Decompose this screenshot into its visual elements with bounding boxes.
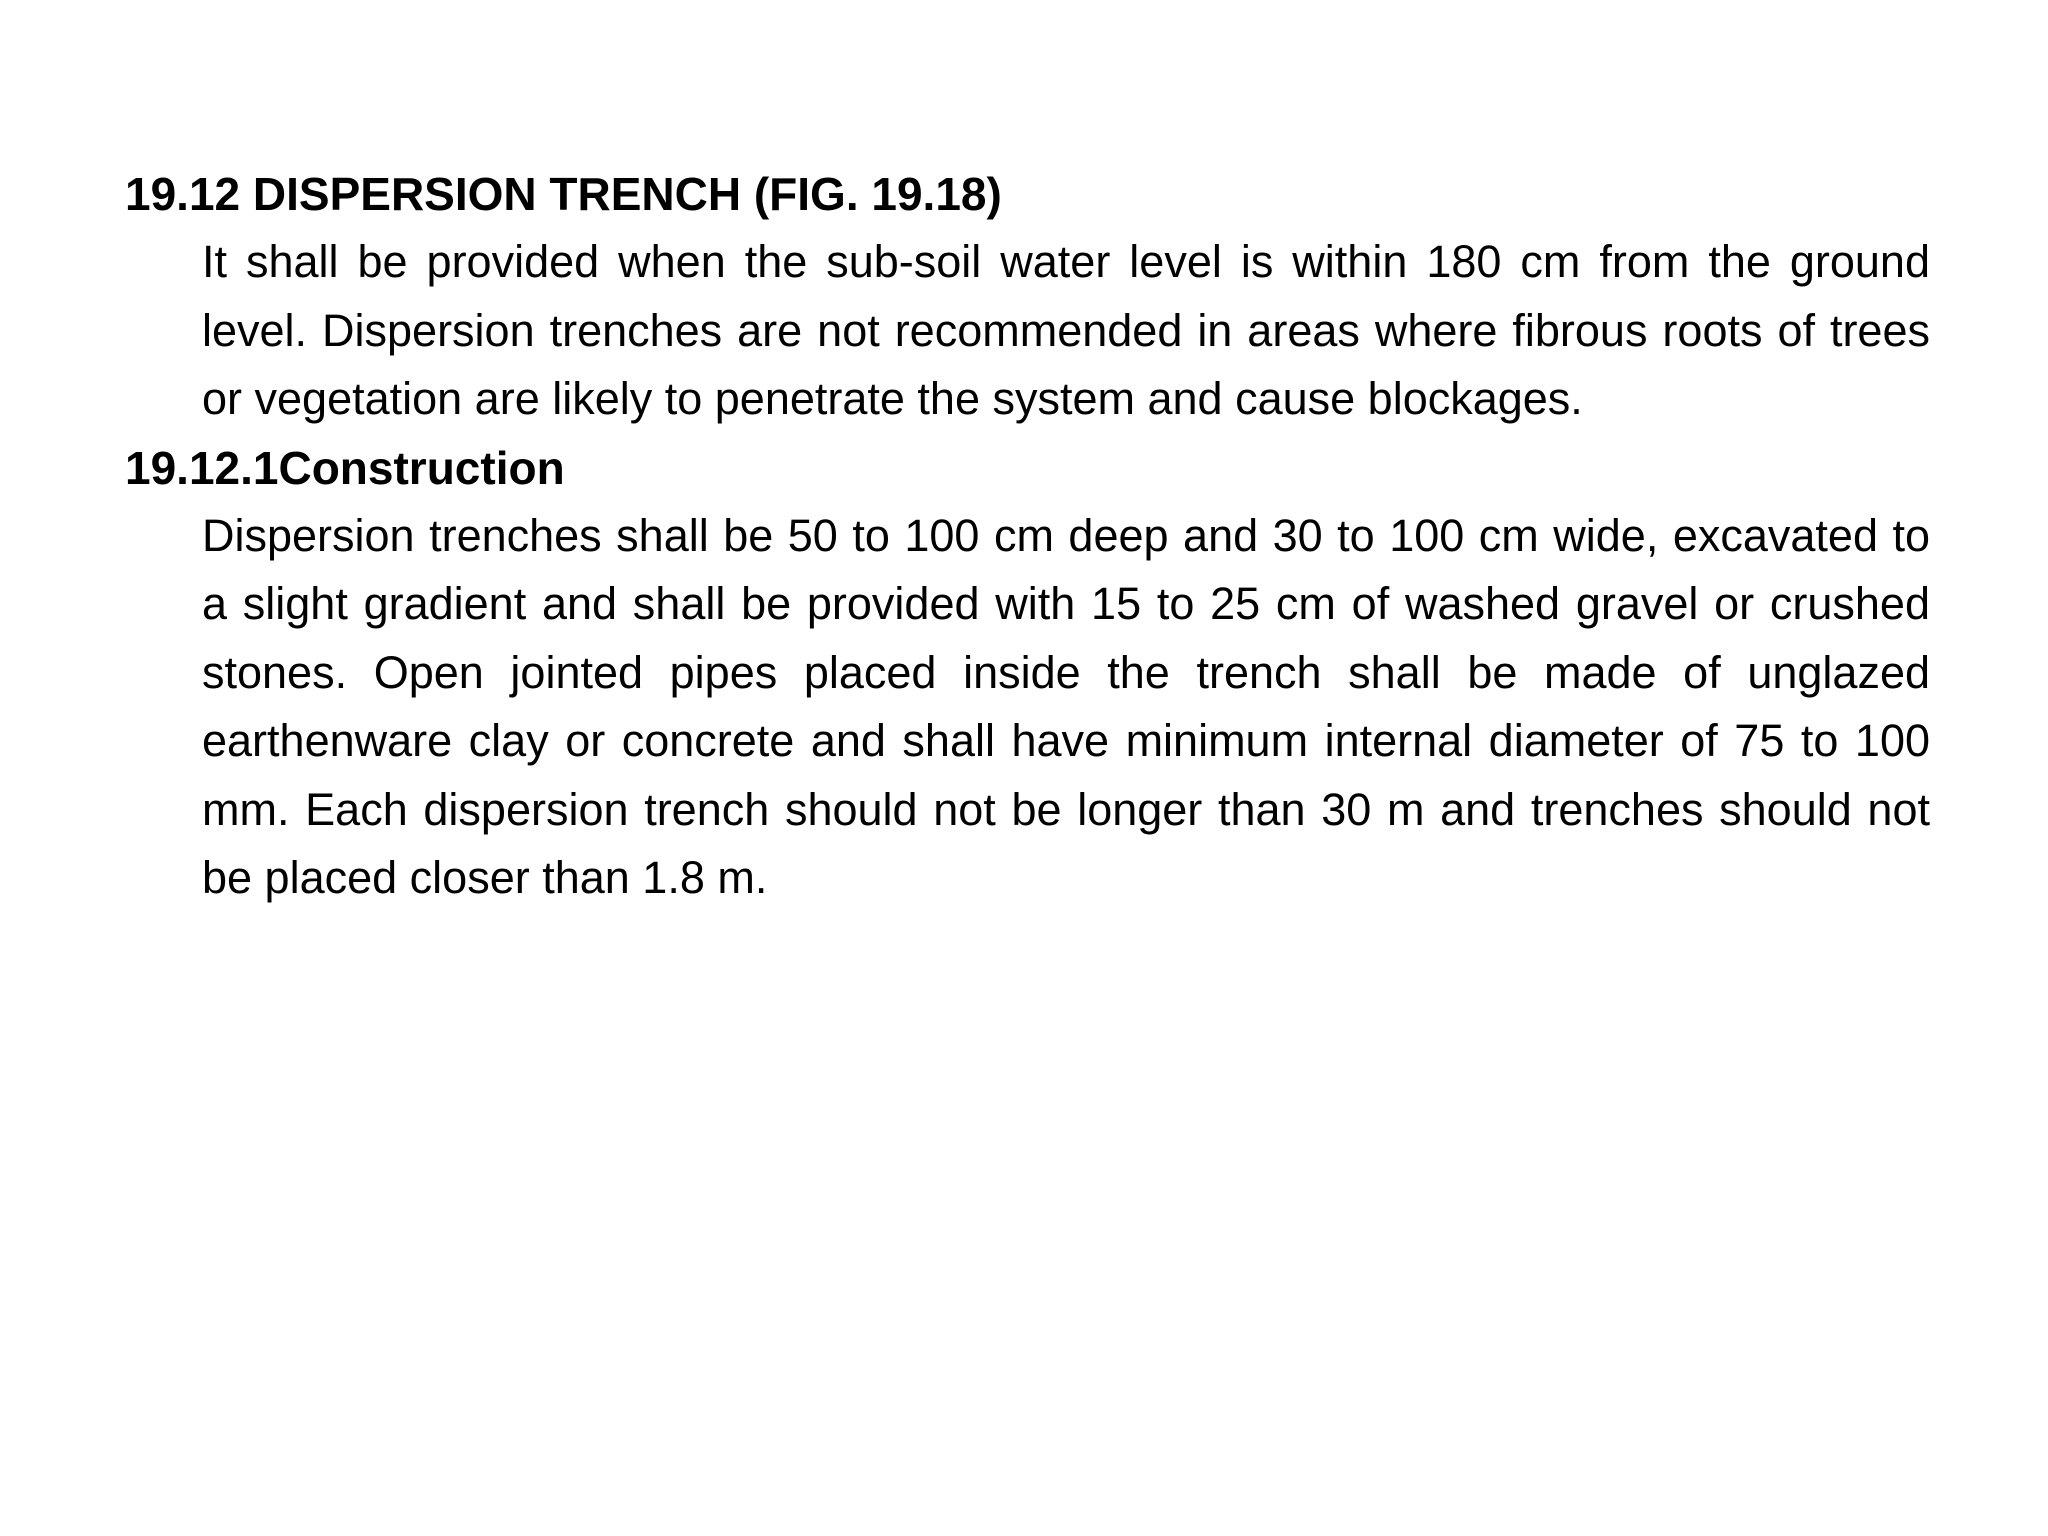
slide-content <box>125 160 1930 913</box>
section-heading: 19.12 DISPERSION TRENCH (FIG. 19.18) <box>125 168 1002 220</box>
subsection-heading: 19.12.1Construction <box>125 441 565 494</box>
subsection-paragraph: Dispersion trenches shall be 50 to 100 cm deep and 30 to 100 cm wide, excavated to a slight gradient and shall be provided with 15 to 25 cm of washed gravel or crushed stones. Open jointed pipes placed inside the trench shall be made of unglazed earthenware clay or concrete and shall have minimum internal diameter of 75 to 100 mm. Each dispersion trench should not be longer than 30 m and trenches should not be placed closer than 1.8 m. <box>202 509 1930 903</box>
section-paragraph: It shall be provided when the sub-soil water level is within 180 cm from the ground level. Dispersion trenches are not recommended in areas where fibrous roots of trees or vegetation are likely to penetrate the system and cause blockages. <box>202 236 1930 424</box>
